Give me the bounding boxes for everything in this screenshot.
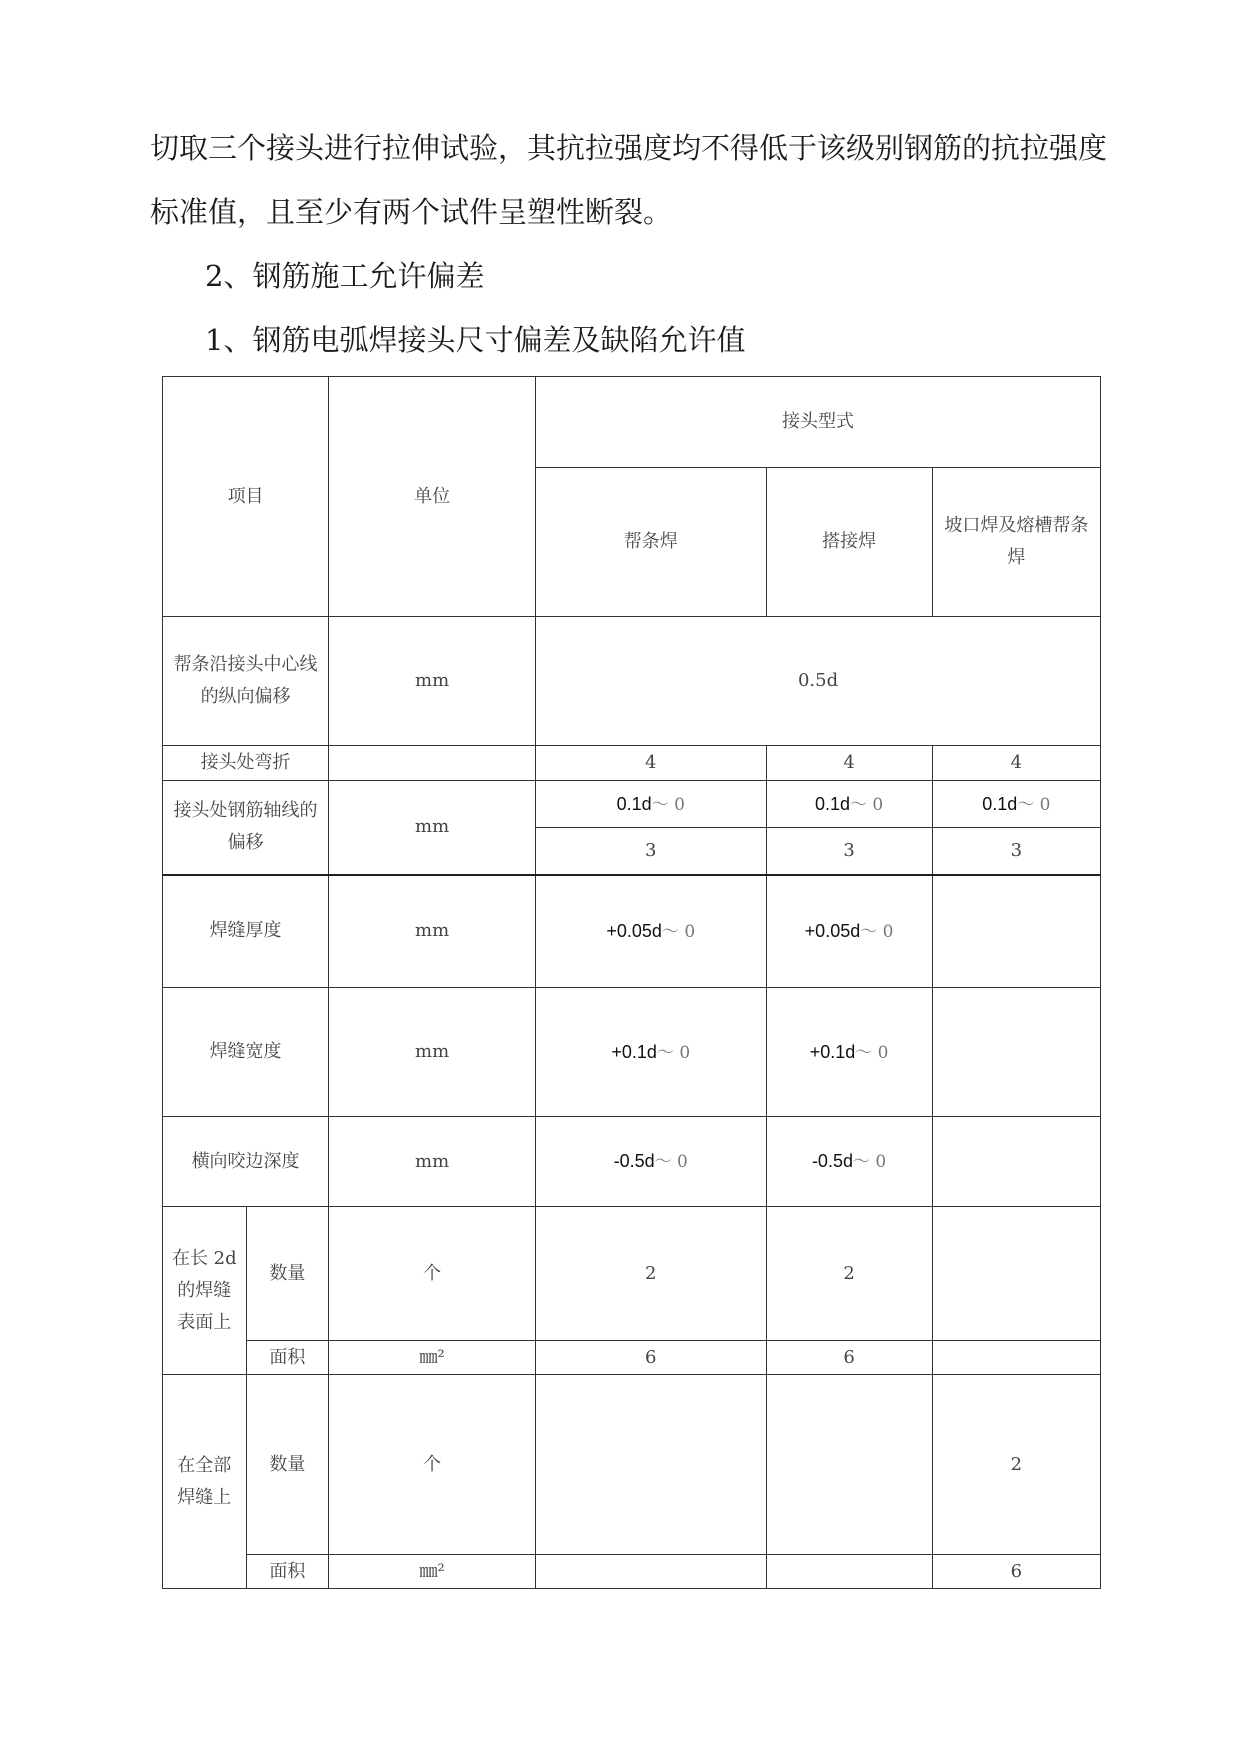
table-row	[163, 988, 1101, 1117]
row-unit: mm	[329, 875, 536, 988]
row-label: 接头处弯折	[163, 746, 329, 781]
cell-value: +0.05d～ 0	[766, 875, 932, 988]
cell-value	[766, 1375, 932, 1555]
cell-value: +0.1d～ 0	[536, 988, 766, 1117]
cell-value	[932, 1341, 1100, 1375]
cell-value: 0.1d～ 0	[766, 781, 932, 828]
weld-deviation-table	[162, 376, 1101, 1589]
table-header-row-1	[163, 377, 1101, 468]
sub-label: 数量	[246, 1375, 329, 1555]
cell-value: 0.1d～ 0	[932, 781, 1100, 828]
table-row	[163, 1117, 1101, 1207]
header-lap-weld: 搭接焊	[766, 468, 932, 617]
row-unit: 个	[329, 1375, 536, 1555]
header-groove-weld: 坡口焊及熔槽帮条焊	[932, 468, 1100, 617]
header-item: 项目	[163, 377, 329, 617]
row-unit	[329, 746, 536, 781]
cell-value: 3	[766, 828, 932, 875]
sub-label: 数量	[246, 1207, 329, 1341]
cell-value	[536, 1375, 766, 1555]
cell-value: 6	[766, 1341, 932, 1375]
table-row	[163, 617, 1101, 746]
row-unit: mm	[329, 617, 536, 746]
cell-value: 6	[932, 1555, 1100, 1589]
group-label: 在长 2d 的焊缝表面上	[163, 1207, 247, 1375]
row-unit: ㎜²	[329, 1341, 536, 1375]
cell-value	[932, 1207, 1100, 1341]
table-row	[163, 1341, 1101, 1375]
cell-value: -0.5d～ 0	[536, 1117, 766, 1207]
table-row	[163, 781, 1101, 828]
row-unit: mm	[329, 781, 536, 875]
cell-value: -0.5d～ 0	[766, 1117, 932, 1207]
cell-value: 2	[766, 1207, 932, 1341]
cell-value: +0.1d～ 0	[766, 988, 932, 1117]
row-label: 帮条沿接头中心线的纵向偏移	[163, 617, 329, 746]
cell-value: 3	[536, 828, 766, 875]
cell-value	[932, 988, 1100, 1117]
row-unit: mm	[329, 1117, 536, 1207]
table-row	[163, 746, 1101, 781]
row-label: 接头处钢筋轴线的偏移	[163, 781, 329, 875]
section-heading-1: 1、钢筋电弧焊接头尺寸偏差及缺陷允许值	[205, 323, 746, 357]
table-row	[163, 875, 1101, 988]
cell-value: 4	[766, 746, 932, 781]
cell-value: 2	[536, 1207, 766, 1341]
row-unit: mm	[329, 988, 536, 1117]
cell-value: 2	[932, 1375, 1100, 1555]
row-unit: 个	[329, 1207, 536, 1341]
body-text-line-1: 切取三个接头进行拉伸试验，其抗拉强度均不得低于该级别钢筋的抗拉强度	[150, 131, 1108, 165]
table-row	[163, 1555, 1101, 1589]
row-label: 焊缝宽度	[163, 988, 329, 1117]
header-strap-weld: 帮条焊	[536, 468, 766, 617]
cell-value	[932, 1117, 1100, 1207]
section-heading-2: 2、钢筋施工允许偏差	[205, 259, 485, 293]
cell-value	[536, 1555, 766, 1589]
cell-value: +0.05d～ 0	[536, 875, 766, 988]
cell-value	[766, 1555, 932, 1589]
cell-value	[932, 875, 1100, 988]
header-joint-type: 接头型式	[536, 377, 1101, 468]
body-text-line-2: 标准值，且至少有两个试件呈塑性断裂。	[150, 195, 673, 229]
header-unit: 单位	[329, 377, 536, 617]
sub-label: 面积	[246, 1555, 329, 1589]
cell-value: 6	[536, 1341, 766, 1375]
group-label: 在全部焊缝上	[163, 1375, 247, 1589]
cell-value: 4	[932, 746, 1100, 781]
row-label: 横向咬边深度	[163, 1117, 329, 1207]
table-row	[163, 1375, 1101, 1555]
table-row	[163, 1207, 1101, 1341]
sub-label: 面积	[246, 1341, 329, 1375]
row-value: 0.5d	[536, 617, 1101, 746]
cell-value: 4	[536, 746, 766, 781]
cell-value: 3	[932, 828, 1100, 875]
cell-value: 0.1d～ 0	[536, 781, 766, 828]
row-unit: ㎜²	[329, 1555, 536, 1589]
row-label: 焊缝厚度	[163, 875, 329, 988]
